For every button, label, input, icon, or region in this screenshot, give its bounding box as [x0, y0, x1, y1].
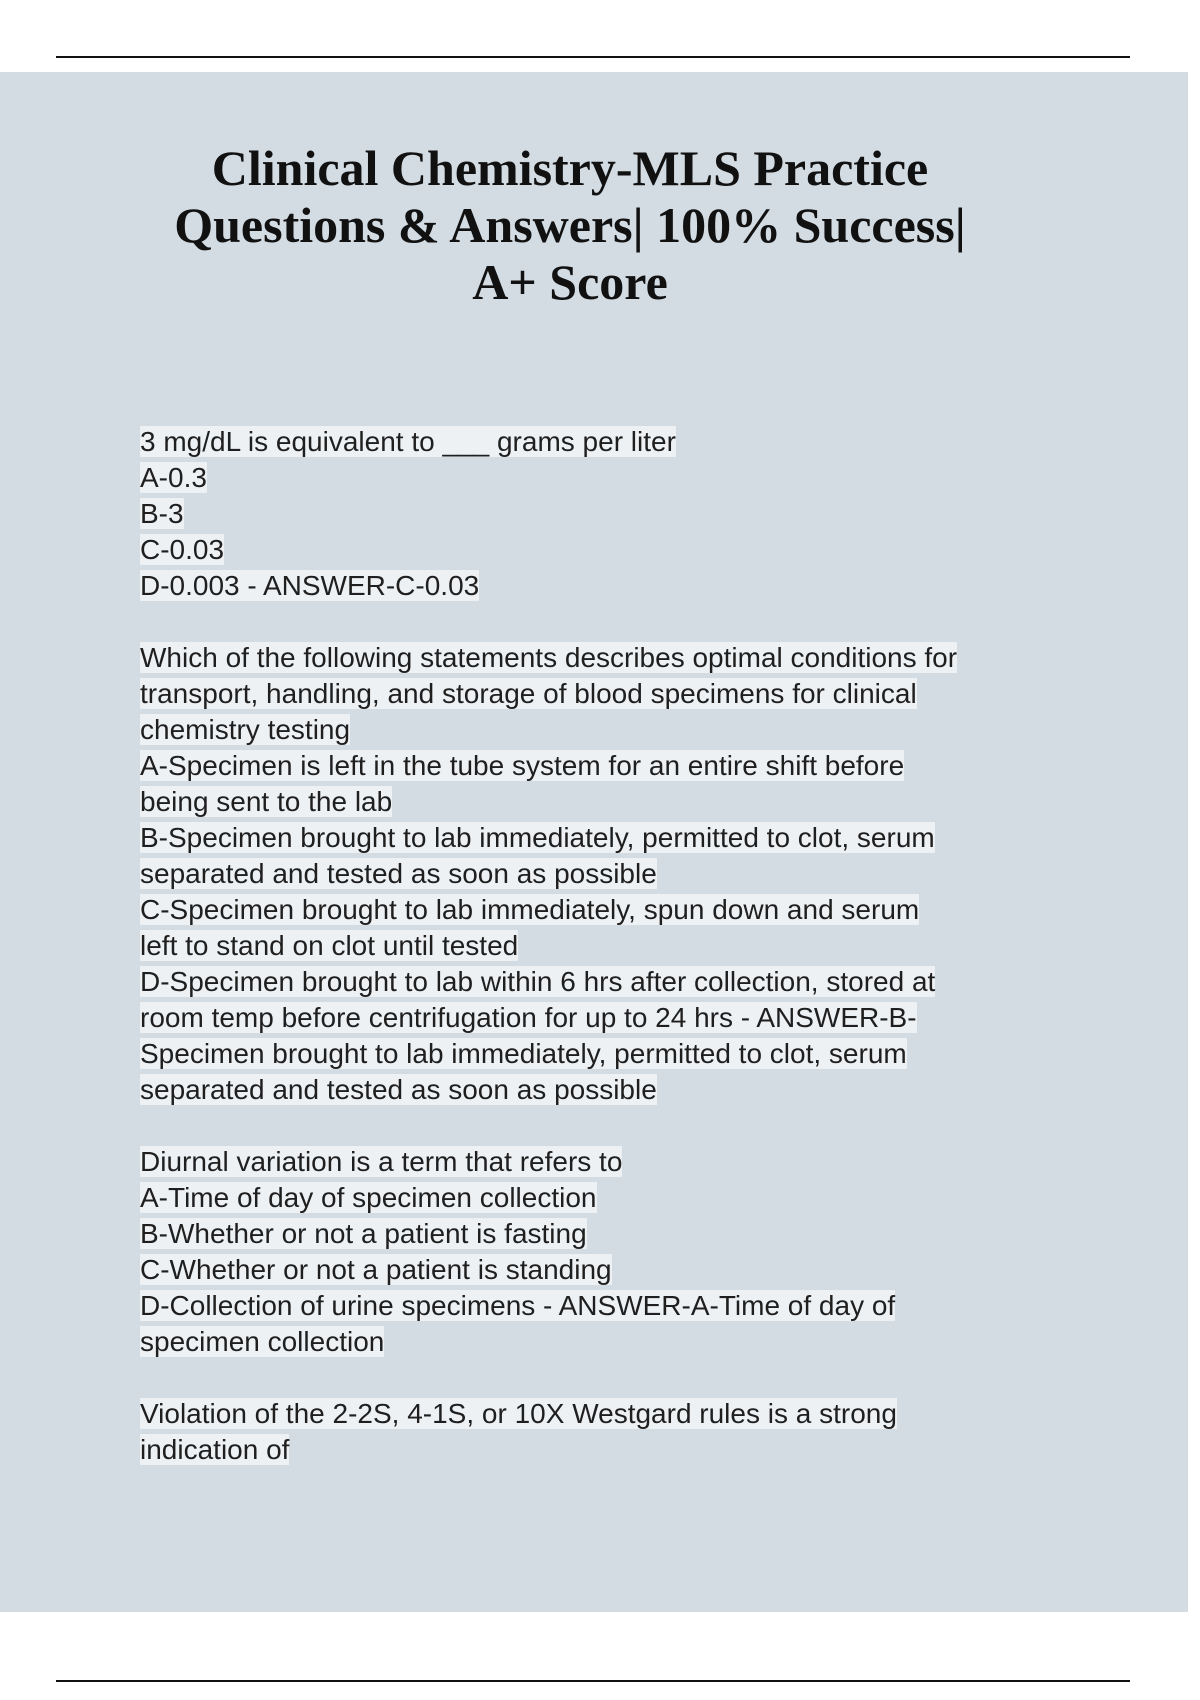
question-block-1 — [140, 424, 1070, 604]
answer-line: separated and tested as soon as possible — [140, 1074, 657, 1105]
title-line: Questions & Answers| 100% Success| — [174, 197, 966, 253]
option-line: C-Specimen brought to lab immediately, spun down and serum — [140, 894, 920, 925]
top-divider — [56, 56, 1130, 58]
option-line: being sent to the lab — [140, 786, 393, 817]
question-line: transport, handling, and storage of blood specimens for clinical — [140, 678, 917, 709]
question-line: Violation of the 2-2S, 4-1S, or 10X Westgard rules is a strong — [140, 1398, 897, 1429]
question-line: chemistry testing — [140, 714, 351, 745]
qa-content — [140, 424, 1070, 1504]
question-line: 3 mg/dL is equivalent to ___ grams per liter — [140, 426, 676, 457]
question-block-2 — [140, 640, 1070, 1108]
option-line: C-0.03 — [140, 534, 225, 565]
question-line: indication of — [140, 1434, 290, 1465]
answer-line: D-Collection of urine specimens - ANSWER-A-Time of day of — [140, 1290, 896, 1321]
bottom-divider — [56, 1680, 1130, 1682]
option-line: A-Time of day of specimen collection — [140, 1182, 597, 1213]
option-line: D-Specimen brought to lab within 6 hrs after collection, stored at — [140, 966, 936, 997]
option-line: A-Specimen is left in the tube system for an entire shift before — [140, 750, 905, 781]
question-block-3 — [140, 1144, 1070, 1360]
answer-line: room temp before centrifugation for up to 24 hrs - ANSWER-B- — [140, 1002, 917, 1033]
option-line: B-Whether or not a patient is fasting — [140, 1218, 587, 1249]
question-block-4 — [140, 1396, 1070, 1468]
option-line: A-0.3 — [140, 462, 207, 493]
answer-line: D-0.003 - ANSWER-C-0.03 — [140, 570, 480, 601]
option-line: left to stand on clot until tested — [140, 930, 519, 961]
document-title — [120, 140, 1020, 311]
question-line: Which of the following statements describes optimal conditions for — [140, 642, 958, 673]
option-line: B-Specimen brought to lab immediately, permitted to clot, serum — [140, 822, 935, 853]
question-line: Diurnal variation is a term that refers to — [140, 1146, 623, 1177]
option-line: separated and tested as soon as possible — [140, 858, 657, 889]
title-line: A+ Score — [472, 254, 668, 310]
option-line: B-3 — [140, 498, 184, 529]
title-line: Clinical Chemistry-MLS Practice — [211, 140, 929, 196]
option-line: C-Whether or not a patient is standing — [140, 1254, 612, 1285]
answer-line: specimen collection — [140, 1326, 385, 1357]
answer-line: Specimen brought to lab immediately, permitted to clot, serum — [140, 1038, 907, 1069]
